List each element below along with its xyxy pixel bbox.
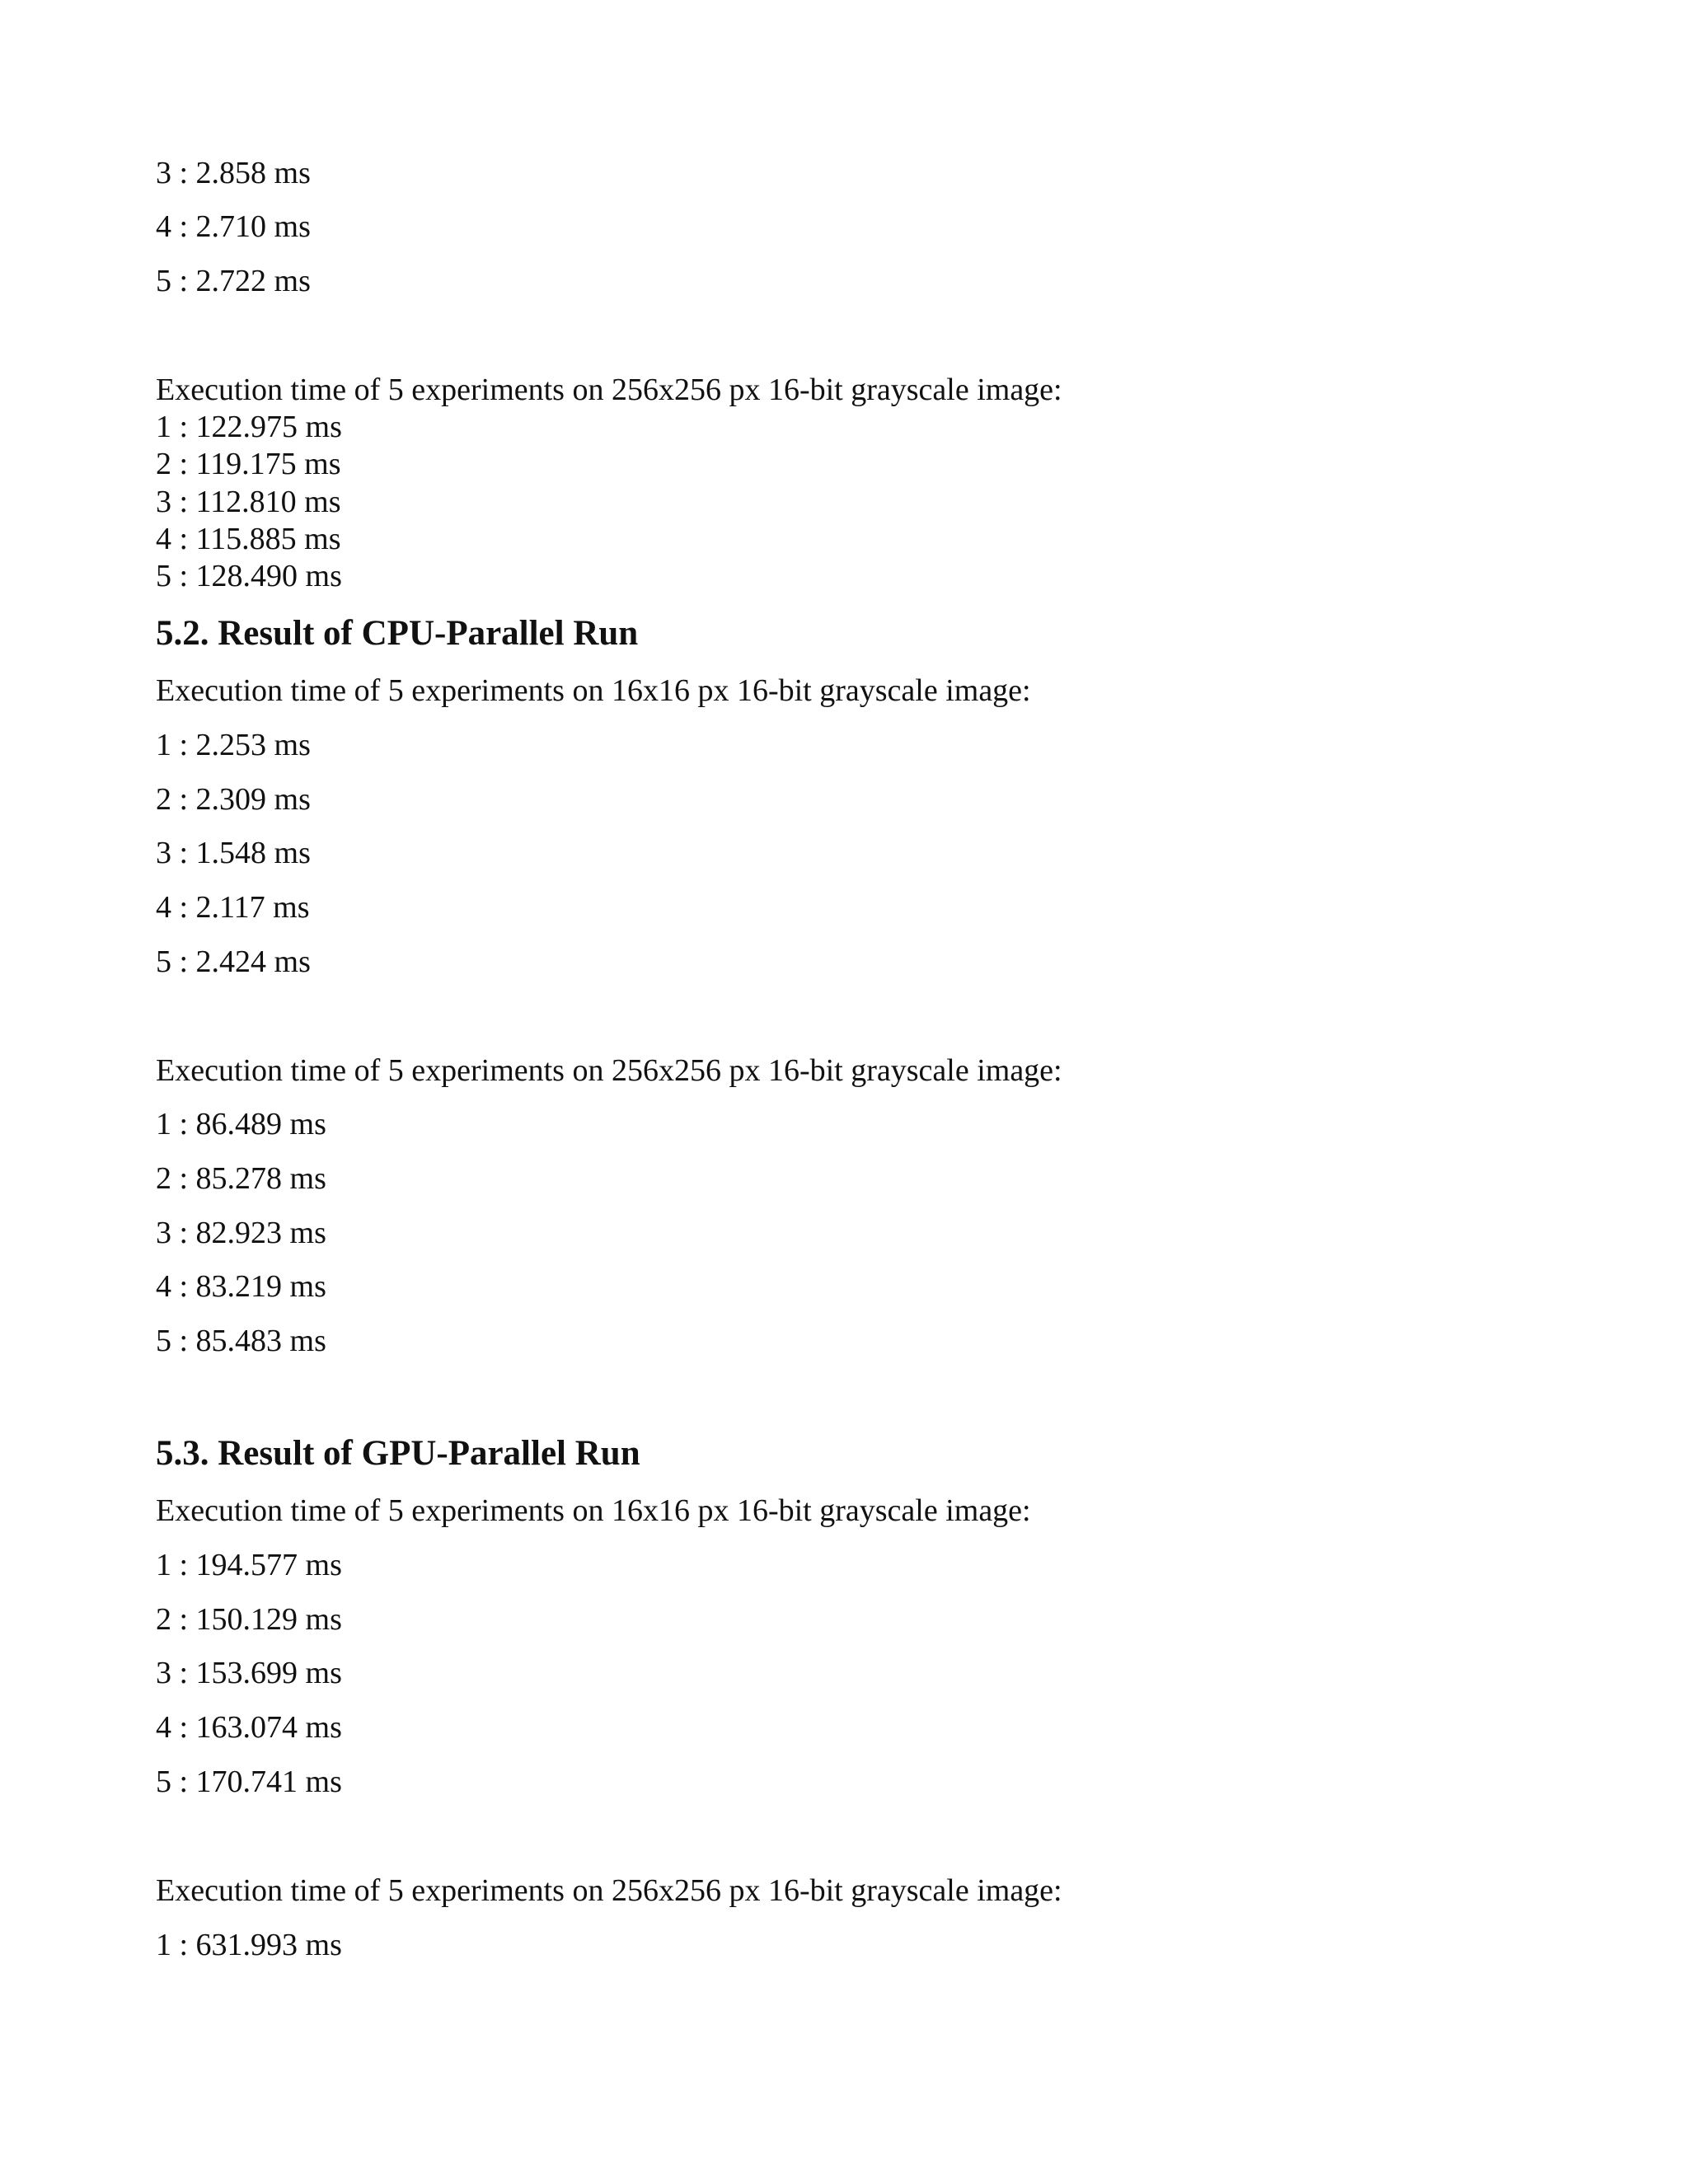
result-line: 2 : 2.309 ms bbox=[156, 782, 311, 817]
result-line: 4 : 2.710 ms bbox=[156, 209, 311, 244]
result-line: 5 : 170.741 ms bbox=[156, 1765, 342, 1799]
result-line: 3 : 112.810 ms bbox=[156, 485, 341, 519]
result-line: 1 : 122.975 ms bbox=[156, 410, 342, 444]
result-line: 5 : 128.490 ms bbox=[156, 559, 342, 593]
result-line: 4 : 163.074 ms bbox=[156, 1710, 342, 1745]
experiment-intro: Execution time of 5 experiments on 256x256 px 16-bit grayscale image: bbox=[156, 1873, 1062, 1908]
result-line: 2 : 119.175 ms bbox=[156, 447, 341, 481]
experiment-intro: Execution time of 5 experiments on 256x256 px 16-bit grayscale image: bbox=[156, 1053, 1062, 1088]
result-line: 3 : 2.858 ms bbox=[156, 156, 311, 190]
result-line: 5 : 85.483 ms bbox=[156, 1324, 326, 1358]
experiment-intro: Execution time of 5 experiments on 256x256 px 16-bit grayscale image: bbox=[156, 373, 1062, 407]
experiment-intro: Execution time of 5 experiments on 16x16 px 16-bit grayscale image: bbox=[156, 1493, 1031, 1528]
result-line: 2 : 85.278 ms bbox=[156, 1161, 326, 1196]
result-line: 5 : 2.424 ms bbox=[156, 944, 311, 979]
result-line: 4 : 115.885 ms bbox=[156, 522, 341, 556]
experiment-intro: Execution time of 5 experiments on 16x16 px 16-bit grayscale image: bbox=[156, 673, 1031, 708]
result-line: 1 : 194.577 ms bbox=[156, 1548, 342, 1582]
section-heading-gpu: 5.3. Result of GPU-Parallel Run bbox=[156, 1434, 640, 1473]
result-line: 5 : 2.722 ms bbox=[156, 264, 311, 298]
result-line: 1 : 2.253 ms bbox=[156, 728, 311, 762]
result-line: 3 : 1.548 ms bbox=[156, 836, 311, 870]
result-line: 4 : 83.219 ms bbox=[156, 1269, 326, 1304]
result-line: 4 : 2.117 ms bbox=[156, 890, 310, 925]
result-line: 3 : 153.699 ms bbox=[156, 1656, 342, 1690]
result-line: 3 : 82.923 ms bbox=[156, 1216, 326, 1250]
result-line: 1 : 86.489 ms bbox=[156, 1107, 326, 1141]
result-line: 2 : 150.129 ms bbox=[156, 1602, 342, 1637]
section-heading-cpu: 5.2. Result of CPU-Parallel Run bbox=[156, 614, 639, 653]
result-line: 1 : 631.993 ms bbox=[156, 1928, 342, 1962]
